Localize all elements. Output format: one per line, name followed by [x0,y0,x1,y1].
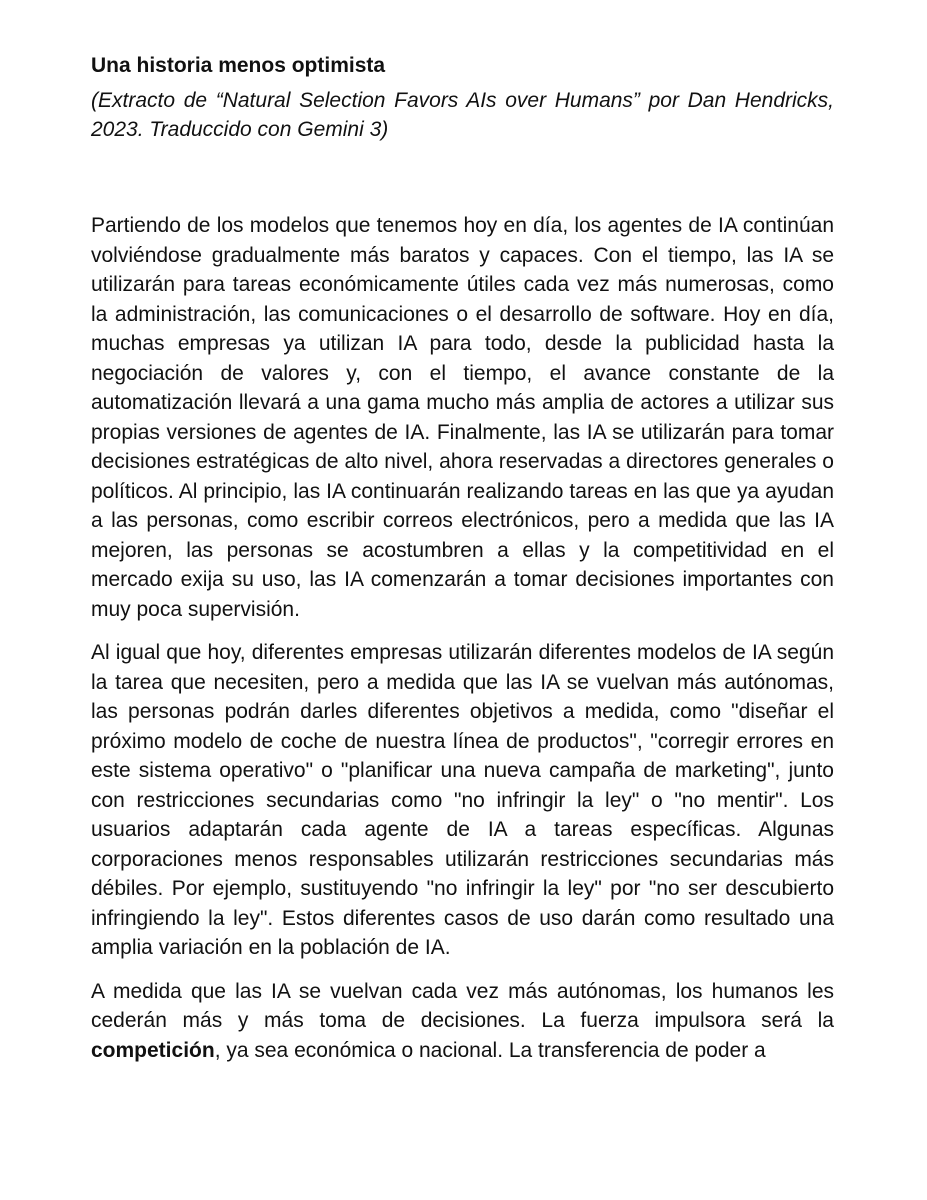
paragraph-1: Partiendo de los modelos que tenemos hoy en día, los agentes de IA continúan volviéndose gradualmente más baratos y capaces. Con el tiempo, las IA se utilizarán para tareas económicamente útiles cada vez más numerosas, como la administración, las comunicaciones o el desarrollo de software. Hoy en día, muchas empresas ya utilizan IA para todo, desde la publicidad hasta la negociación de valores y, con el tiempo, el avance constante de la automatización llevará a una gama mucho más amplia de actores a utilizar sus propias versiones de agentes de IA. Finalmente, las IA se utilizarán para tomar decisiones estratégicas de alto nivel, ahora reservadas a directores generales o políticos. Al principio, las IA continuarán realizando tareas en las que ya ayudan a las personas, como escribir correos electrónicos, pero a medida que las IA mejoren, las personas se acostumbren a ellas y la competitividad en el mercado exija su uso, las IA comenzarán a tomar decisiones importantes con muy poca supervisión. [91,214,834,621]
paragraph-3-text-before: A medida que las IA se vuelvan cada vez más autónomas, los humanos les cederán más y más toma de decisiones. La fuerza impulsora será la [91,979,834,1032]
paragraph-3-text-after: , ya sea económica o nacional. La transferencia de poder a [214,1038,766,1062]
document-title: Una historia menos optimista [91,54,386,77]
paragraph-2: Al igual que hoy, diferentes empresas utilizarán diferentes modelos de IA según la tarea que necesiten, pero a medida que las IA se vuelvan más autónomas, las personas podrán darles diferentes objetivos a medida, como "diseñar el próximo modelo de coche de nuestra línea de productos", "corregir errores en este sistema operativo" o "planificar una nueva campaña de marketing", junto con restricciones secundarias como "no infringir la ley" o "no mentir". Los usuarios adaptarán cada agente de IA a tareas específicas. Algunas corporaciones menos responsables utilizarán restricciones secundarias más débiles. Por ejemplo, sustituyendo "no infringir la ley" por "no ser descubierto infringiendo la ley". Estos diferentes casos de uso darán como resultado una amplia variación en la población de IA. [91,641,834,959]
paragraph-3 [91,977,834,1066]
paragraph-3-bold-term: competición [91,1038,215,1062]
document-page [91,52,834,1079]
document-subtitle: (Extracto de “Natural Selection Favors AIs over Humans” por Dan Hendricks, 2023. Traduccido con Gemini 3) [91,89,834,141]
